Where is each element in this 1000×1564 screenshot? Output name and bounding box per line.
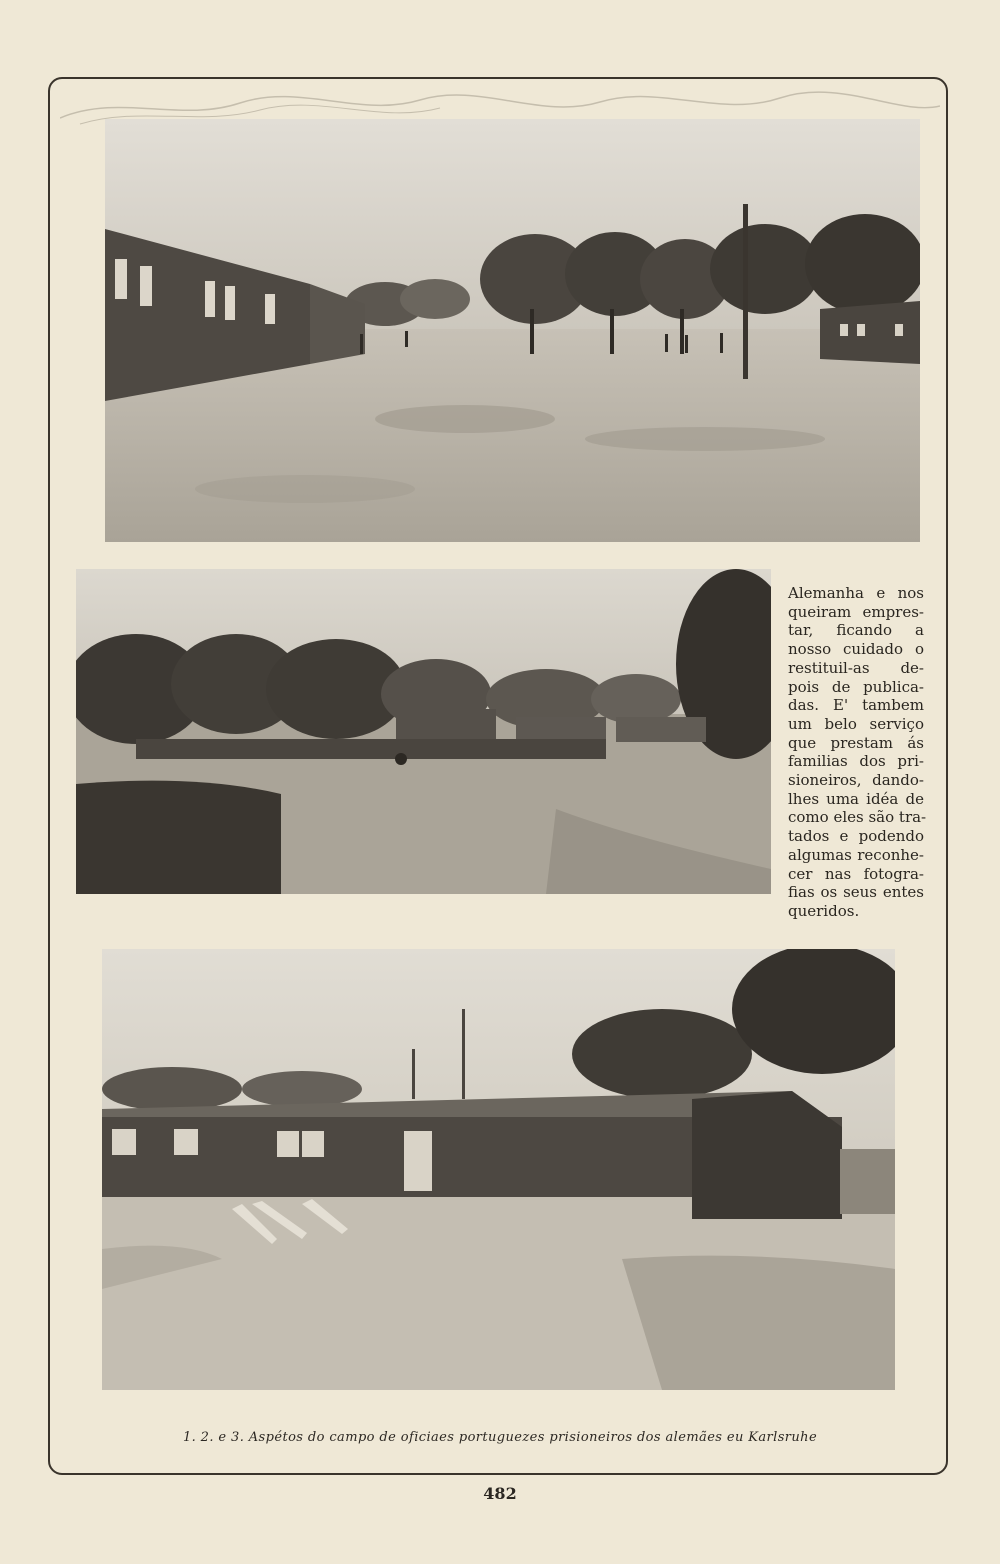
article-side-text <box>788 584 927 921</box>
text-line: queiram empres- <box>788 602 924 621</box>
text-line: que prestam ás <box>788 733 924 752</box>
text-line: cer nas fotogra- <box>788 864 924 883</box>
text-line: familias dos pri- <box>788 752 924 771</box>
text-line: nosso cuidado o <box>788 640 924 659</box>
text-line: tar, ficando a <box>788 621 924 640</box>
camp-photo-1-barracks-yard <box>105 119 920 542</box>
camp-photo-3-barrack-building <box>102 949 895 1390</box>
page-number: 482 <box>483 1484 517 1503</box>
photo-caption: 1. 2. e 3. Aspétos do campo de oficiaes portuguezes prisioneiros dos alemães eu Karlsruhe <box>182 1430 818 1445</box>
text-line: como eles são tra- <box>788 808 927 827</box>
text-line: fias os seus entes <box>788 883 924 902</box>
text-line: restituil-as de- <box>788 658 924 677</box>
text-line: um belo serviço <box>788 714 924 733</box>
text-line: algumas reconhe- <box>788 845 924 864</box>
text-line: queridos. <box>788 901 860 920</box>
text-line: tados e podendo <box>788 827 924 846</box>
text-line: Alemanha e nos <box>788 584 924 602</box>
text-line: lhes uma idéa de <box>788 789 924 808</box>
camp-photo-2-park-path <box>76 569 771 894</box>
text-line: pois de publica- <box>788 677 924 696</box>
text-line: das. E' tambem <box>788 696 924 715</box>
text-line: sioneiros, dando- <box>788 771 924 790</box>
